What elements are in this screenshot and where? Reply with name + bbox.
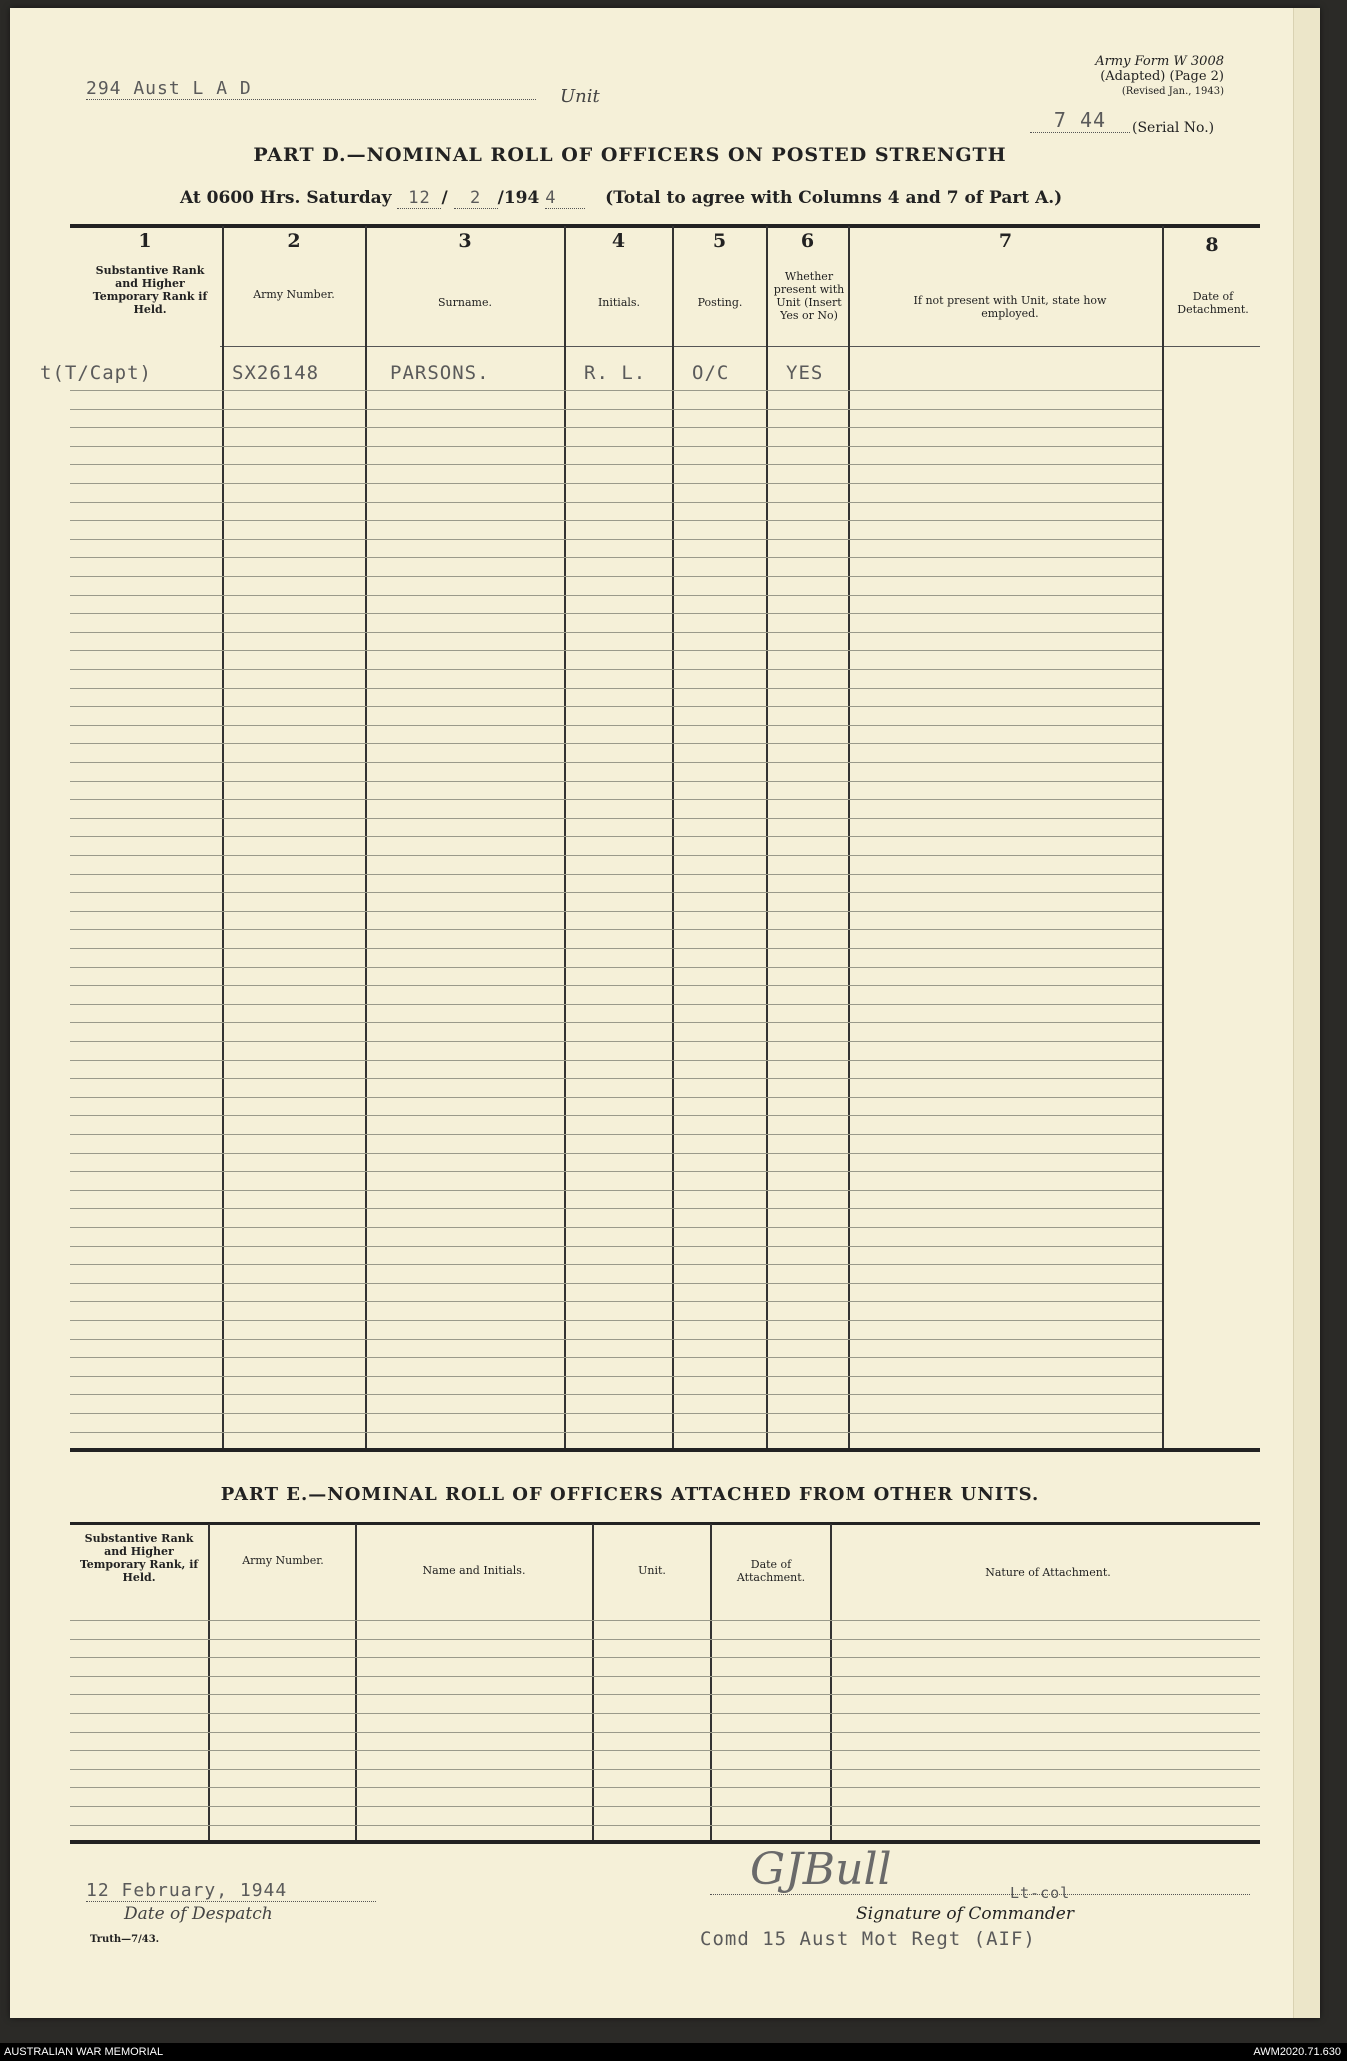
part-e-top-rule (70, 1522, 1260, 1525)
part-d-title: PART D.—NOMINAL ROLL OF OFFICERS ON POSTED STRENGTH (253, 144, 1007, 166)
ruled-line (70, 1134, 1162, 1135)
unit-label: Unit (560, 86, 600, 107)
archive-name: AUSTRALIAN WAR MEMORIAL (4, 2046, 164, 2058)
ruled-line (70, 576, 1162, 577)
ruled-line (70, 874, 1162, 875)
part-d-bottom-rule (70, 1448, 1260, 1452)
ruled-line (70, 1190, 1162, 1191)
col-number: 5 (712, 230, 727, 252)
command-designation: Comd 15 Aust Mot Regt (AIF) (700, 1928, 1036, 1950)
ruled-line (70, 1115, 1162, 1116)
ruled-line (70, 1825, 1260, 1826)
ruled-line (70, 1750, 1260, 1751)
col-header-surname: Surname. (438, 296, 492, 309)
ruled-line (70, 1676, 1260, 1677)
sheet-edge (1293, 8, 1320, 2018)
ruled-line (70, 1787, 1260, 1788)
ruled-line (70, 557, 1162, 558)
ruled-line (70, 483, 1162, 484)
ruled-line (70, 1732, 1260, 1733)
ruled-line (70, 632, 1162, 633)
ruled-line (70, 1413, 1162, 1414)
form-sheet (10, 8, 1320, 2018)
form-title: Army Form W 3008 (1095, 54, 1224, 69)
ruled-line (70, 1227, 1162, 1228)
ruled-line (70, 1806, 1260, 1807)
ruled-line (70, 1004, 1162, 1005)
col-number: 8 (1205, 234, 1219, 256)
ruled-line (70, 688, 1162, 689)
ruled-line (70, 390, 1162, 391)
col-number: 4 (611, 230, 626, 252)
part-d-top-rule (70, 224, 1260, 228)
ruled-line (70, 1694, 1260, 1695)
e-col-header-attachment-date: Date of Attachment. (736, 1558, 806, 1584)
ruled-line (70, 1376, 1162, 1377)
col-header-initials: Initials. (597, 296, 641, 309)
ruled-line (70, 1208, 1162, 1209)
e-col-header-army-number: Army Number. (242, 1554, 324, 1567)
ruled-line (70, 446, 1162, 447)
part-d-date-line: At 0600 Hrs. Saturday 12 / 2 /194 4 (Total to agree with Columns 4 and 7 of Part A.) (180, 188, 1063, 208)
year-digit: 4 (545, 188, 585, 209)
col-header-employed: If not present with Unit, state how employed. (913, 294, 1107, 320)
e-col-header-rank: Substantive Rank and Higher Temporary Rank, if Held. (79, 1532, 199, 1584)
ruled-line (70, 1713, 1260, 1714)
col-number: 6 (800, 230, 815, 252)
col-number: 1 (138, 230, 152, 252)
ruled-line (70, 613, 1162, 614)
form-adapted: (Adapted) (Page 2) (1100, 69, 1224, 84)
ruled-line (70, 650, 1162, 651)
day-value: 12 (397, 188, 441, 209)
col-number: 3 (458, 230, 472, 252)
ruled-line (70, 1283, 1162, 1284)
commander-rank: Lt-col (1010, 1884, 1071, 1902)
cell-initials: R. L. (584, 362, 647, 384)
col-header-posting: Posting. (697, 296, 743, 309)
part-d-header-rule (220, 346, 1260, 347)
ruled-line (70, 1769, 1260, 1770)
e-col-header-unit: Unit. (638, 1564, 666, 1577)
ruled-line (70, 892, 1162, 893)
at-prefix: At 0600 Hrs. Saturday (180, 188, 392, 208)
cell-rank: t(T/Capt) (40, 362, 152, 384)
ruled-line (70, 1097, 1162, 1098)
total-note: (Total to agree with Columns 4 and 7 of Part A.) (605, 188, 1063, 208)
ruled-line (70, 1060, 1162, 1061)
part-e-col-divider (208, 1524, 210, 1840)
ruled-line (70, 1639, 1260, 1640)
unit-value: 294 Aust L A D (86, 78, 536, 100)
ruled-line (70, 1022, 1162, 1023)
ruled-line (70, 855, 1162, 856)
ruled-line (70, 669, 1162, 670)
ruled-line (70, 1264, 1162, 1265)
ruled-line (70, 1171, 1162, 1172)
archive-reference: AWM2020.71.630 (1253, 2046, 1341, 2058)
ruled-line (70, 985, 1162, 986)
form-reference (924, 54, 1224, 99)
ruled-line (70, 929, 1162, 930)
ruled-line (70, 706, 1162, 707)
ruled-line (70, 725, 1162, 726)
year-prefix: /194 (497, 188, 540, 208)
ruled-line (70, 1339, 1162, 1340)
part-e-col-divider (355, 1524, 357, 1840)
part-d-col-divider (1162, 226, 1164, 1448)
e-col-header-nature: Nature of Attachment. (985, 1566, 1111, 1579)
ruled-line (70, 818, 1162, 819)
col-header-detachment: Date of Detachment. (1177, 290, 1249, 316)
part-e-col-divider (830, 1524, 832, 1840)
col-header-present: Whether present with Unit (Insert Yes or No) (773, 270, 845, 322)
col-number: 2 (287, 230, 301, 252)
commander-signature: GJBull (750, 1844, 892, 1895)
ruled-line (70, 836, 1162, 837)
ruled-line (70, 1357, 1162, 1358)
signature-label: Signature of Commander (856, 1904, 1074, 1924)
ruled-line (70, 1657, 1260, 1658)
e-col-header-name: Name and Initials. (422, 1564, 526, 1577)
ruled-line (70, 1301, 1162, 1302)
month-value: 2 (454, 188, 498, 209)
ruled-line (70, 1041, 1162, 1042)
ruled-line (70, 502, 1162, 503)
cell-posting: O/C (692, 362, 730, 384)
serial-label: (Serial No.) (1132, 120, 1215, 136)
ruled-line (70, 1320, 1162, 1321)
serial-value: 7 44 (1030, 108, 1130, 133)
part-e-col-divider (710, 1524, 712, 1840)
col-header-rank: Substantive Rank and Higher Temporary Rank if Held. (92, 264, 208, 316)
ruled-line (70, 1246, 1162, 1247)
despatch-label: Date of Despatch (124, 1904, 273, 1924)
form-revised: (Revised Jan., 1943) (1121, 86, 1224, 97)
col-header-army-number: Army Number. (253, 288, 335, 301)
ruled-line (70, 781, 1162, 782)
ruled-line (70, 595, 1162, 596)
ruled-line (70, 427, 1162, 428)
ruled-line (70, 799, 1162, 800)
part-e-bottom-rule (70, 1840, 1260, 1844)
ruled-line (70, 967, 1162, 968)
despatch-date: 12 February, 1944 (86, 1880, 376, 1902)
ruled-line (70, 911, 1162, 912)
archive-footer (0, 2043, 1347, 2061)
part-e-col-divider (592, 1524, 594, 1840)
ruled-line (70, 409, 1162, 410)
ruled-line (70, 1153, 1162, 1154)
ruled-line (70, 762, 1162, 763)
ruled-line (70, 1394, 1162, 1395)
cell-present: YES (786, 362, 824, 384)
ruled-line (70, 948, 1162, 949)
ruled-line (70, 1620, 1260, 1621)
col-number: 7 (998, 230, 1013, 252)
ruled-line (70, 464, 1162, 465)
part-e-title: PART E.—NOMINAL ROLL OF OFFICERS ATTACHED FROM OTHER UNITS. (220, 1484, 1040, 1505)
ruled-line (70, 743, 1162, 744)
ruled-line (70, 1078, 1162, 1079)
cell-army-number: SX26148 (232, 362, 320, 384)
ruled-line (70, 539, 1162, 540)
ruled-line (70, 520, 1162, 521)
cell-surname: PARSONS. (390, 362, 490, 384)
printer-mark: Truth—7/43. (90, 1934, 160, 1945)
ruled-line (70, 1432, 1162, 1433)
